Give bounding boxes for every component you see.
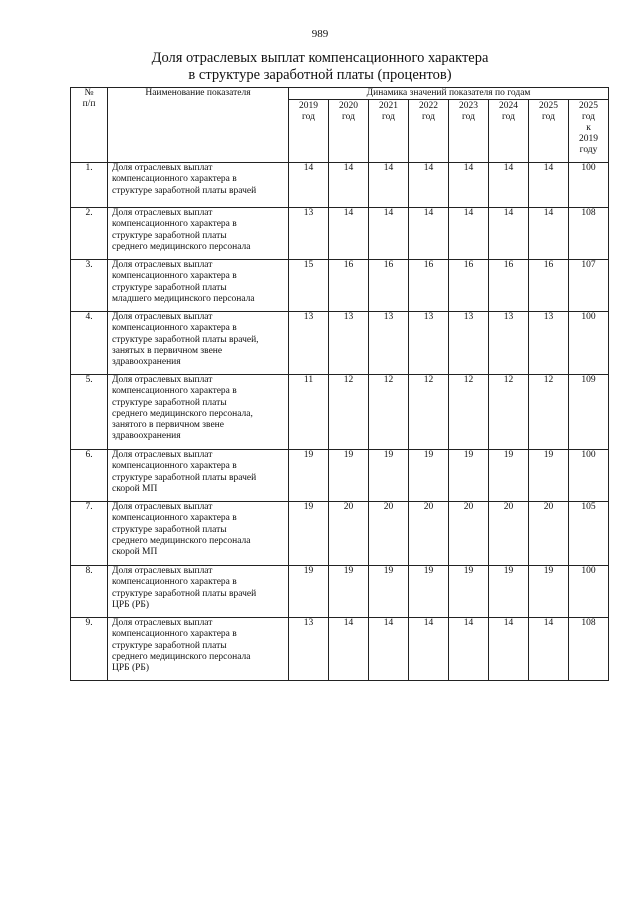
col-header-year <box>529 100 569 163</box>
value-cell: 14 <box>329 163 369 208</box>
value-cell: 14 <box>529 163 569 208</box>
col-header-year-line: 2023 <box>459 101 478 112</box>
value-cell: 14 <box>529 618 569 681</box>
value-cell: 13 <box>409 312 449 375</box>
indicator-name-line: Доля отраслевых выплат <box>112 375 213 386</box>
indicator-name-line: структуре заработной платы <box>112 524 227 535</box>
value-cell: 12 <box>409 375 449 450</box>
value-cell: 100 <box>569 450 609 502</box>
indicator-name-line: структуре заработной платы <box>112 397 227 408</box>
row-number: 2. <box>71 208 108 260</box>
col-header-number-line-1: № <box>84 88 94 98</box>
col-header-number-line-2: п/п <box>82 99 96 110</box>
value-cell: 13 <box>489 312 529 375</box>
indicator-name-line: компенсационного характера в <box>112 461 237 472</box>
col-header-year-line: год <box>422 112 435 123</box>
col-header-year <box>569 100 609 163</box>
value-cell: 14 <box>369 163 409 208</box>
value-cell: 12 <box>329 375 369 450</box>
value-cell: 108 <box>569 208 609 260</box>
value-cell: 16 <box>489 260 529 312</box>
value-cell: 16 <box>329 260 369 312</box>
col-header-year-line: году <box>579 145 598 156</box>
value-cell: 14 <box>449 163 489 208</box>
table-row <box>71 566 609 618</box>
value-cell: 20 <box>529 502 569 566</box>
indicator-name-line: здравоохранения <box>112 431 181 442</box>
value-cell: 13 <box>369 312 409 375</box>
value-cell: 20 <box>449 502 489 566</box>
row-number: 5. <box>71 375 108 450</box>
indicator-name <box>108 618 289 681</box>
col-header-year-line: год <box>502 112 515 123</box>
indicator-name-line: Доля отраслевых выплат <box>112 208 213 219</box>
indicator-name <box>108 375 289 450</box>
indicator-name-line: скорой МП <box>112 547 158 558</box>
table-row <box>71 502 609 566</box>
value-cell: 12 <box>449 375 489 450</box>
col-header-number <box>71 88 108 163</box>
table-row <box>71 163 609 208</box>
indicator-name-line: структуре заработной платы врачей <box>112 472 257 483</box>
value-cell: 19 <box>369 566 409 618</box>
col-header-year-line: год <box>382 112 395 123</box>
value-cell: 16 <box>529 260 569 312</box>
value-cell: 19 <box>289 566 329 618</box>
row-number: 8. <box>71 566 108 618</box>
col-header-year-line: 2025 <box>539 101 558 112</box>
table-row <box>71 208 609 260</box>
value-cell: 14 <box>409 618 449 681</box>
value-cell: 13 <box>289 312 329 375</box>
indicator-name-line: среднего медицинского персонала <box>112 535 251 546</box>
indicator-name-line: среднего медицинского персонала <box>112 241 251 252</box>
value-cell: 19 <box>529 566 569 618</box>
indicator-name-line: среднего медицинского персонала <box>112 651 251 662</box>
value-cell: 15 <box>289 260 329 312</box>
indicator-name-line: компенсационного характера в <box>112 271 237 282</box>
value-cell: 19 <box>289 502 329 566</box>
col-header-year-line: год <box>342 112 355 123</box>
indicator-name-line: структуре заработной платы <box>112 640 227 651</box>
value-cell: 14 <box>489 618 529 681</box>
value-cell: 13 <box>289 618 329 681</box>
indicator-name-line: компенсационного характера в <box>112 386 237 397</box>
value-cell: 107 <box>569 260 609 312</box>
value-cell: 19 <box>489 566 529 618</box>
value-cell: 16 <box>369 260 409 312</box>
value-cell: 16 <box>409 260 449 312</box>
value-cell: 19 <box>329 566 369 618</box>
value-cell: 12 <box>489 375 529 450</box>
table-row <box>71 312 609 375</box>
value-cell: 14 <box>449 208 489 260</box>
indicator-name-line: компенсационного характера в <box>112 323 237 334</box>
indicator-name <box>108 260 289 312</box>
value-cell: 19 <box>449 566 489 618</box>
indicator-name-line: Доля отраслевых выплат <box>112 260 213 271</box>
value-cell: 100 <box>569 312 609 375</box>
indicator-name-line: компенсационного характера в <box>112 219 237 230</box>
indicator-name-line: здравоохранения <box>112 357 181 368</box>
indicator-name-line: Доля отраслевых выплат <box>112 312 213 323</box>
col-header-year <box>489 100 529 163</box>
indicator-name-line: занятого в первичном звене <box>112 420 224 431</box>
col-header-name: Наименование показателя <box>108 88 289 163</box>
value-cell: 14 <box>409 208 449 260</box>
indicator-name-line: структуре заработной платы врачей <box>112 185 257 196</box>
col-header-dynamics: Динамика значений показателя по годам <box>289 88 609 100</box>
col-header-year-line: 2020 <box>339 101 358 112</box>
row-number: 9. <box>71 618 108 681</box>
indicator-name-line: компенсационного характера в <box>112 629 237 640</box>
value-cell: 14 <box>329 208 369 260</box>
value-cell: 11 <box>289 375 329 450</box>
value-cell: 19 <box>369 450 409 502</box>
indicator-name-line: занятых в первичном звене <box>112 345 223 356</box>
value-cell: 14 <box>489 208 529 260</box>
row-number: 7. <box>71 502 108 566</box>
col-header-year-line: 2024 <box>499 101 518 112</box>
value-cell: 19 <box>289 450 329 502</box>
value-cell: 13 <box>329 312 369 375</box>
indicator-name-line: структуре заработной платы врачей, <box>112 334 259 345</box>
value-cell: 20 <box>409 502 449 566</box>
value-cell: 19 <box>329 450 369 502</box>
value-cell: 100 <box>569 566 609 618</box>
value-cell: 14 <box>329 618 369 681</box>
indicator-name <box>108 450 289 502</box>
indicator-name-line: Доля отраслевых выплат <box>112 502 213 513</box>
col-header-year <box>369 100 409 163</box>
col-header-year-line: 2022 <box>419 101 438 112</box>
value-cell: 14 <box>289 163 329 208</box>
indicator-name-line: Доля отраслевых выплат <box>112 566 213 577</box>
table-row <box>71 618 609 681</box>
col-header-year-line: 2025 <box>579 101 599 112</box>
title-line-2: в структуре заработной платы (процентов) <box>188 67 452 83</box>
col-header-year <box>449 100 489 163</box>
col-header-year <box>329 100 369 163</box>
value-cell: 12 <box>529 375 569 450</box>
indicator-name <box>108 502 289 566</box>
col-header-year-line: к <box>586 123 591 134</box>
value-cell: 14 <box>369 208 409 260</box>
value-cell: 19 <box>489 450 529 502</box>
row-number: 1. <box>71 163 108 208</box>
indicators-table <box>70 87 609 681</box>
table-row <box>71 450 609 502</box>
value-cell: 105 <box>569 502 609 566</box>
col-header-year-line: год <box>582 112 596 123</box>
value-cell: 20 <box>369 502 409 566</box>
value-cell: 20 <box>489 502 529 566</box>
indicator-name <box>108 312 289 375</box>
value-cell: 12 <box>369 375 409 450</box>
col-header-year-line: 2019 <box>299 101 318 112</box>
indicator-name-line: Доля отраслевых выплат <box>112 450 213 461</box>
table-row <box>71 260 609 312</box>
col-header-year-line: год <box>542 112 555 123</box>
value-cell: 20 <box>329 502 369 566</box>
value-cell: 13 <box>529 312 569 375</box>
indicator-name-line: структуре заработной платы <box>112 282 227 293</box>
col-header-year-line: 2021 <box>379 101 398 112</box>
col-header-year <box>409 100 449 163</box>
value-cell: 19 <box>409 566 449 618</box>
col-header-year-line: год <box>462 112 475 123</box>
indicator-name-line: Доля отраслевых выплат <box>112 618 213 629</box>
value-cell: 14 <box>489 163 529 208</box>
page-number: 989 <box>311 28 329 40</box>
indicator-name-line: ЦРБ (РБ) <box>112 599 150 610</box>
value-cell: 13 <box>289 208 329 260</box>
row-number: 4. <box>71 312 108 375</box>
indicator-name-line: среднего медицинского персонала, <box>112 408 253 419</box>
indicator-name-line: скорой МП <box>112 483 158 494</box>
value-cell: 13 <box>449 312 489 375</box>
value-cell: 100 <box>569 163 609 208</box>
table-row <box>71 375 609 450</box>
row-number: 3. <box>71 260 108 312</box>
indicator-name-line: компенсационного характера в <box>112 513 237 524</box>
value-cell: 108 <box>569 618 609 681</box>
indicator-name-line: структуре заработной платы врачей <box>112 588 257 599</box>
col-header-year <box>289 100 329 163</box>
value-cell: 19 <box>409 450 449 502</box>
col-header-year-line: 2019 <box>579 134 599 145</box>
value-cell: 109 <box>569 375 609 450</box>
row-number: 6. <box>71 450 108 502</box>
indicator-name-line: ЦРБ (РБ) <box>112 663 150 674</box>
indicator-name-line: младшего медицинского персонала <box>112 293 255 304</box>
value-cell: 14 <box>529 208 569 260</box>
col-header-year-line: год <box>302 112 315 123</box>
indicator-name-line: структуре заработной платы <box>112 230 227 241</box>
value-cell: 19 <box>449 450 489 502</box>
value-cell: 14 <box>369 618 409 681</box>
indicator-name <box>108 163 289 208</box>
indicator-name-line: компенсационного характера в <box>112 577 237 588</box>
indicator-name-line: компенсационного характера в <box>112 174 237 185</box>
value-cell: 14 <box>449 618 489 681</box>
value-cell: 14 <box>409 163 449 208</box>
title-line-1: Доля отраслевых выплат компенсационного характера <box>151 50 489 66</box>
indicator-name <box>108 566 289 618</box>
indicator-name <box>108 208 289 260</box>
document-title <box>0 50 640 84</box>
value-cell: 19 <box>529 450 569 502</box>
indicator-name-line: Доля отраслевых выплат <box>112 163 213 174</box>
value-cell: 16 <box>449 260 489 312</box>
